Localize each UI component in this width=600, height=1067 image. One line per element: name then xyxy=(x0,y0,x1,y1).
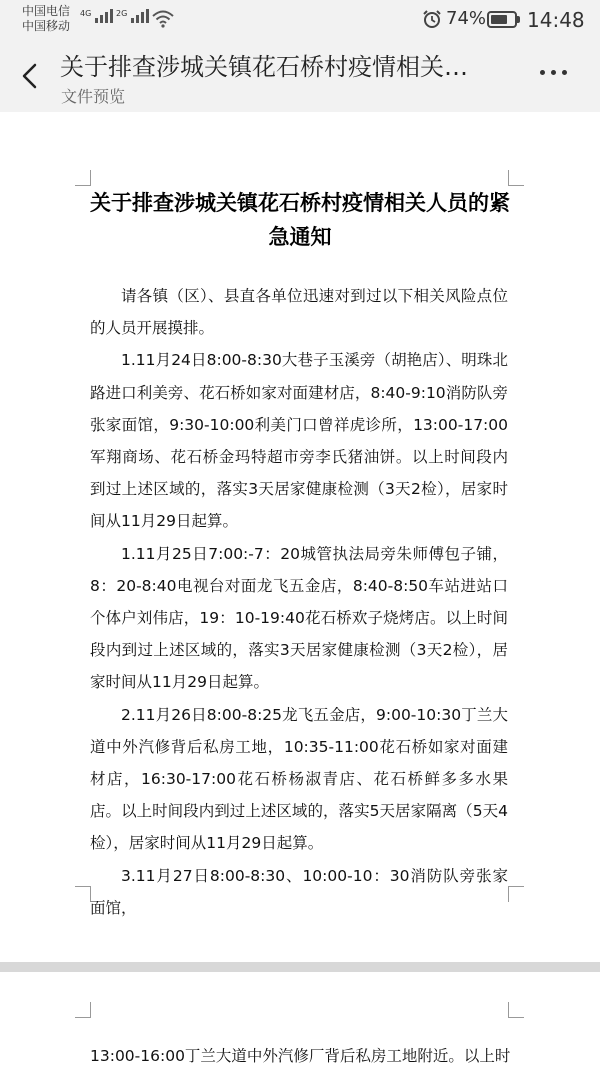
page-subtitle: 文件预览 xyxy=(61,87,126,106)
document-body xyxy=(90,280,508,924)
crop-mark-top-right xyxy=(508,170,524,186)
page-title: 关于排查涉城关镇花石桥村疫情相关… xyxy=(60,53,468,81)
alarm-icon xyxy=(422,9,442,29)
paragraph-2: 1.11月25日7:00:-7：20城管执法局旁朱师傅包子铺，8：20-8:40电视台对面龙飞五金店，8:40-8:50车站进站口个体户刘伟店，19：10-19:40花石桥欢子烧烤店。以上时间段内到过上述区域的，落实3天居家健康检测（3天2检），居家时间从11月29日起算。 xyxy=(90,544,508,692)
crop-mark-bottom-right xyxy=(508,886,524,902)
back-arrow-icon[interactable] xyxy=(14,60,46,92)
paragraph-3: 2.11月26日8:00-8:25龙飞五金店，9:00-10:30丁兰大道中外汽修背后私房工地，10:35-11:00花石桥如家对面建材店，16:30-17:00花石桥杨淑青店、花石桥鲜多多水果店。以上时间段内到过上述区域的，落实5天居家隔离（5天4检），居家时间从11月29日起算。 xyxy=(90,705,508,853)
carrier-1-label: 中国电信 xyxy=(22,4,71,18)
signal-icon-2 xyxy=(116,9,149,23)
wifi-icon xyxy=(152,10,174,28)
document-page-1 xyxy=(0,112,600,962)
paragraph-1: 1.11月24日8:00-8:30大巷子玉溪旁（胡艳店）、明珠北路进口利美旁、花石桥如家对面建材店，8:40-9:10消防队旁张家面馆，9:30-10:00利美门口曾祥虎诊所，13:00-17:00军翔商场、花石桥金玛特超市旁李氏猪油饼。以上时间段内到过上述区域的，落实3天居家健康检测（3天2检），居家时间从11月29日起算。 xyxy=(90,351,508,531)
crop-mark-bottom-left xyxy=(75,886,91,902)
document-page-2 xyxy=(0,972,600,1067)
carrier-labels xyxy=(22,4,70,34)
paragraph-continued: 13:00-16:00丁兰大道中外汽修厂背后私房工地附近。以上时 xyxy=(90,1047,511,1065)
signal-icon xyxy=(80,9,113,23)
network-1-label: 4G xyxy=(80,9,92,18)
crop-mark-top-right-2 xyxy=(508,1002,524,1018)
network-2-label: 2G xyxy=(116,9,128,18)
document-title: 关于排查涉城关镇花石桥村疫情相关人员的紧急通知 xyxy=(90,191,510,249)
clock: 14:48 xyxy=(527,8,585,32)
battery-fill xyxy=(491,15,507,24)
status-bar xyxy=(0,0,600,40)
more-dots-icon[interactable] xyxy=(540,70,567,75)
crop-mark-top-left xyxy=(75,170,91,186)
crop-mark-top-left-2 xyxy=(75,1002,91,1018)
carrier-2-label: 中国移动 xyxy=(22,19,71,33)
paragraph-4: 3.11月27日8:00-8:30、10:00-10：30消防队旁张家面馆， xyxy=(90,866,508,917)
battery-cap xyxy=(517,16,520,23)
page-separator xyxy=(0,962,600,972)
battery-percent: 74% xyxy=(446,8,487,29)
paragraph-intro: 请各镇（区）、县直各单位迅速对到过以下相关风险点位的人员开展摸排。 xyxy=(90,287,508,338)
battery-icon xyxy=(487,11,517,28)
app-header xyxy=(0,40,600,112)
